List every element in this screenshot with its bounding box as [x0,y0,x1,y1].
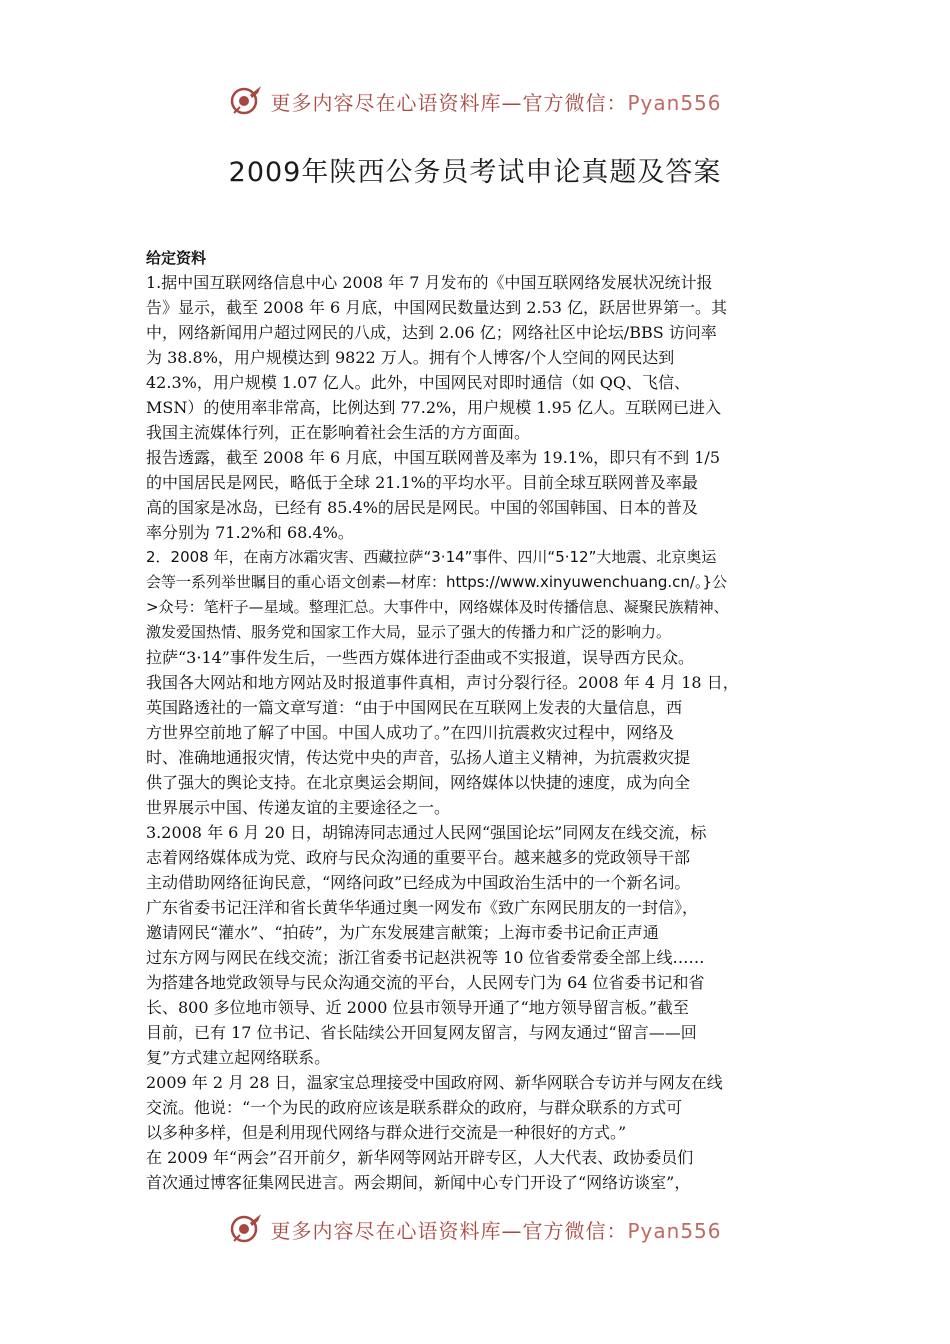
paragraph-line: 2．2008 年，在南方冰霜灾害、西藏拉萨“3·14”事件、四川“5·12”大地震、北京奥运 [146,548,717,566]
paragraph-line: 目前，已有 17 位书记、省长陆续公开回复网友留言，与网友通过“留言——回 [146,1023,697,1042]
paragraph-line: 42.3%，用户规模 1.07 亿人。此外，中国网民对即时通信（如 QQ、飞信、 [146,373,690,392]
paragraph-line: 我国各大网站和地方网站及时报道事件真相，声讨分裂行径。2008 年 4 月 18 日， [146,673,739,692]
section-label: 给定资料 [146,249,207,267]
paragraph-line: 时、准确地通报灾情，传达党中央的声音，弘扬人道主义精神，为抗震救灾提 [146,748,691,767]
banner-text [270,87,721,116]
header-banner [0,84,950,118]
paragraph-line: 英国路透社的一篇文章写道：“由于中国网民在互联网上发表的大量信息，西 [146,698,683,717]
banner-wechat-id: Pyan556 [627,1218,722,1243]
paragraph-line: 高的国家是冰岛，已经有 85.4%的居民是网民。中国的邻国韩国、日本的普及 [146,498,698,517]
paragraph-line: 供了强大的舆论支持。在北京奥运会期间，网络媒体以快捷的速度，成为向全 [146,773,691,792]
footer-banner [0,1212,950,1246]
paragraph-line: 率分别为 71.2%和 68.4%。 [146,523,354,542]
banner-slogan: 更多内容尽在心语资料库—官方微信： [270,90,628,115]
pen-logo-icon [228,83,264,119]
paragraph-line: 志着网络媒体成为党、政府与民众沟通的重要平台。越来越多的党政领导干部 [146,848,691,867]
paragraph-line: >众号：笔杆子—星域。整理汇总。大事件中，网络媒体及时传播信息、凝聚民族精神、 [146,598,729,616]
page-title: 2009年陕西公务员考试申论真题及答案 [228,157,722,188]
paragraph-line: 长、800 多位地市领导、近 2000 位县市领导开通了“地方领导留言板。”截至 [146,998,689,1017]
paragraph-line: 为 38.8%，用户规模达到 9822 万人。拥有个人博客/个人空间的网民达到 [146,348,675,367]
paragraph [146,270,818,445]
paragraph-line: 报告透露，截至 2008 年 6 月底，中国互联网普及率为 19.1%，即只有不到 1/5 [146,448,720,467]
paragraph-line: 2009 年 2 月 28 日，温家宝总理接受中国政府网、新华网联合专访并与网友在线 [146,1073,723,1092]
paragraph-line: 方世界空前地了解了中国。中国人成功了。”在四川抗震救灾过程中，网络及 [146,723,675,742]
paragraph-line: 会等一系列举世瞩目的重心语文创素—材库：https://www.xinyuwenchuang.cn/。}公 [146,573,728,591]
paragraph-line: 世界展示中国、传递友谊的主要途径之一。 [146,798,451,817]
banner-wechat-id: Pyan556 [627,90,722,115]
banner-text [270,1215,721,1244]
paragraph-line: 为搭建各地党政领导与民众沟通交流的平台，人民网专门为 64 位省委书记和省 [146,973,705,992]
paragraph-line: 中，网络新闻用户超过网民的八成，达到 2.06 亿；网络社区中论坛/BBS 访问率 [146,323,717,342]
pen-logo-icon [228,1211,264,1247]
paragraph-list [146,270,818,1195]
paragraph-line: 告》显示，截至 2008 年 6 月底，中国网民数量达到 2.53 亿，跃居世界第一。其 [146,298,728,317]
paragraph-line: 以多种多样，但是利用现代网络与群众进行交流是一种很好的方式。” [146,1123,627,1142]
paragraph-line: 主动借助网络征询民意，“网络问政”已经成为中国政治生活中的一个新名词。 [146,873,691,892]
paragraph-line: 的中国居民是网民，略低于全球 21.1%的平均水平。目前全球互联网普及率最 [146,473,698,492]
paragraph-line: 我国主流媒体行列，正在影响着社会生活的方方面面。 [146,423,531,442]
banner-slogan: 更多内容尽在心语资料库—官方微信： [270,1218,628,1243]
document-body [146,246,818,1195]
paragraph [146,645,818,820]
paragraph-line: 在 2009 年“两会”召开前夕，新华网等网站开辟专区，人大代表、政协委员们 [146,1148,694,1167]
paragraph-line: 1.据中国互联网络信息中心 2008 年 7 月发布的《中国互联网络发展状况统计报 [146,273,713,292]
paragraph [146,1070,818,1145]
paragraph-line: 3.2008 年 6 月 20 日，胡锦涛同志通过人民网“强国论坛”同网友在线交流，标 [146,823,707,842]
paragraph-line: 广东省委书记汪洋和省长黄华华通过奥一网发布《致广东网民朋友的一封信》， [146,898,699,917]
paragraph-line: 首次通过博客征集网民进言。两会期间，新闻中心专门开设了“网络访谈室”， [146,1173,691,1192]
paragraph-line: MSN）的使用率非常高，比例达到 77.2%，用户规模 1.95 亿人。互联网已进入 [146,398,722,417]
paragraph [146,545,818,645]
paragraph [146,445,818,545]
paragraph [146,1145,818,1195]
paragraph-line: 拉萨“3·14”事件发生后，一些西方媒体进行歪曲或不实报道，误导西方民众。 [146,648,694,667]
paragraph-line: 激发爱国热情、服务党和国家工作大局，显示了强大的传播力和广泛的影响力。 [146,623,672,641]
paragraph-line: 复”方式建立起网络联系。 [146,1048,331,1067]
paragraph-line: 过东方网与网民在线交流；浙江省委书记赵洪祝等 10 位省委常委全部上线…… [146,948,705,967]
paragraph-line: 交流。他说：“一个为民的政府应该是联系群众的政府，与群众联系的方式可 [146,1098,683,1117]
paragraph [146,820,818,1070]
paragraph-line: 邀请网民“灌水”、“拍砖”，为广东发展建言献策；上海市委书记俞正声通 [146,923,659,942]
